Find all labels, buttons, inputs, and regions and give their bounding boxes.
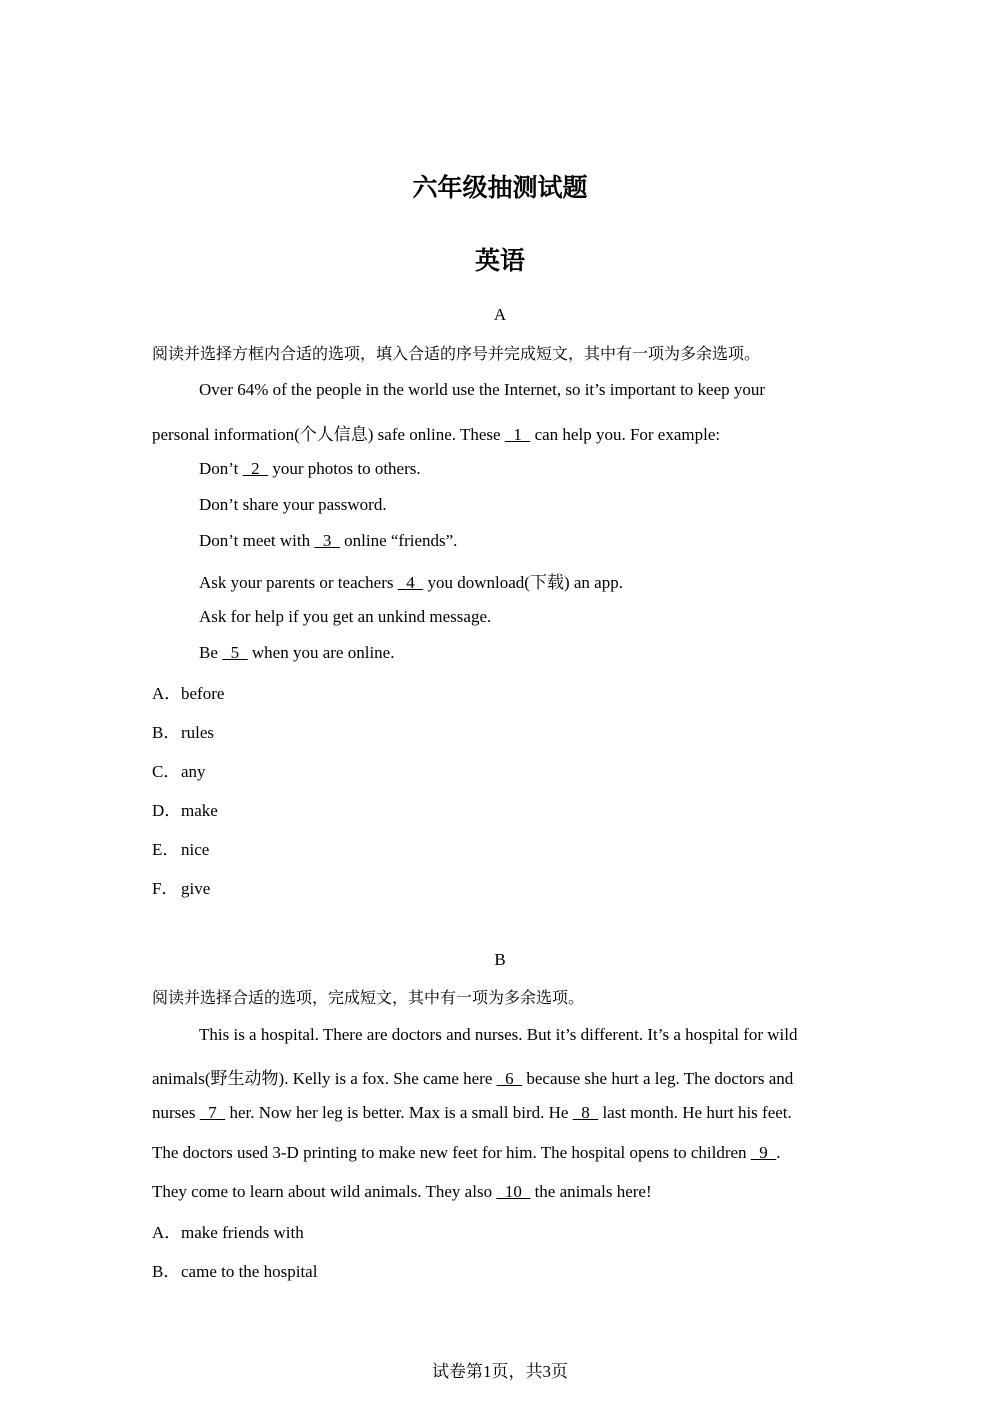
passage-b-line-2 <box>152 1064 793 1089</box>
option-e <box>152 835 209 860</box>
subject-heading: 英语 <box>474 246 525 275</box>
option-b <box>152 718 214 743</box>
section-a-label: A <box>493 305 507 324</box>
passage-b-line-5 <box>152 1182 652 1202</box>
blank-3: 3 <box>314 531 340 550</box>
blank-8: 8 <box>572 1103 599 1122</box>
option-text: make <box>181 801 218 820</box>
passage-text: her. Now her leg is better. Max is a small bird. He <box>225 1103 573 1122</box>
passage-text: They come to learn about wild animals. They also <box>152 1182 497 1201</box>
option-text: any <box>181 762 206 781</box>
option-c <box>152 757 206 782</box>
option-letter: F． <box>152 879 179 898</box>
option-text: make friends with <box>181 1223 304 1242</box>
option-f <box>152 874 210 899</box>
passage-a-line-2 <box>152 420 720 445</box>
rule-text: online “friends”. <box>339 531 458 550</box>
option-text: came to the hospital <box>181 1262 318 1281</box>
rule-text: Ask your parents or teachers <box>199 573 398 592</box>
option-text: give <box>181 879 211 898</box>
option-b-b <box>152 1257 317 1282</box>
option-text: before <box>181 684 225 703</box>
rule-line-3 <box>199 531 457 551</box>
page-title: 六年级抽测试题 <box>412 173 588 202</box>
rule-line-2: Don’t share your password. <box>199 495 387 514</box>
option-a <box>152 679 224 704</box>
passage-text: the animals here! <box>530 1182 652 1201</box>
passage-b-line-1: This is a hospital. There are doctors and nurses. But it’s different. It’s a hospital for wild <box>199 1025 798 1044</box>
rule-line-1 <box>199 459 421 479</box>
passage-b-line-4 <box>152 1143 781 1163</box>
blank-7: 7 <box>199 1103 226 1122</box>
rule-line-5: Ask for help if you get an unkind message. <box>199 607 492 626</box>
passage-text: The doctors used 3-D printing to make new feet for him. The hospital opens to children <box>152 1143 751 1162</box>
section-a-instruction: 阅读并选择方框内合适的选项，填入合适的序号并完成短文，其中有一项为多余选项。 <box>152 344 761 363</box>
option-text: rules <box>181 723 215 742</box>
passage-text: . <box>776 1143 781 1162</box>
passage-a-line-1: Over 64% of the people in the world use the Internet, so it’s important to keep your <box>199 380 766 399</box>
option-letter: E． <box>152 840 180 859</box>
option-b-a <box>152 1218 304 1243</box>
section-b-instruction: 阅读并选择合适的选项，完成短文，其中有一项为多余选项。 <box>152 988 585 1007</box>
option-letter: A． <box>152 1223 182 1242</box>
passage-text: last month. He hurt his feet. <box>598 1103 792 1122</box>
blank-6: 6 <box>496 1069 523 1088</box>
passage-text: personal information(个人信息) safe online. These <box>152 425 505 444</box>
blank-10: 10 <box>496 1182 531 1201</box>
blank-4: 4 <box>397 573 424 592</box>
section-b-label: B <box>494 950 506 969</box>
option-d <box>152 796 218 821</box>
blank-2: 2 <box>242 459 269 478</box>
passage-b-line-3 <box>152 1103 792 1123</box>
rule-line-4 <box>199 568 623 593</box>
option-text: nice <box>181 840 210 859</box>
blank-9: 9 <box>750 1143 777 1162</box>
rule-text: your photos to others. <box>268 459 421 478</box>
passage-text: nurses <box>152 1103 200 1122</box>
option-letter: B． <box>152 1262 181 1281</box>
option-letter: D． <box>152 801 182 820</box>
passage-text: animals(野生动物). Kelly is a fox. She came here <box>152 1069 497 1088</box>
passage-text: can help you. For example: <box>530 425 721 444</box>
passage-text: because she hurt a leg. The doctors and <box>522 1069 794 1088</box>
option-letter: B． <box>152 723 181 742</box>
rule-text: you download(下载) an app. <box>423 573 623 592</box>
rule-text: when you are online. <box>247 643 395 662</box>
blank-1: 1 <box>504 425 531 444</box>
rule-text: Don’t <box>199 459 243 478</box>
rule-line-6 <box>199 643 394 663</box>
option-letter: C． <box>152 762 181 781</box>
page-footer: 试卷第1页，共3页 <box>432 1362 568 1381</box>
blank-5: 5 <box>222 643 248 662</box>
option-letter: A． <box>152 684 182 703</box>
rule-text: Don’t meet with <box>199 531 315 550</box>
rule-text: Be <box>199 643 223 662</box>
